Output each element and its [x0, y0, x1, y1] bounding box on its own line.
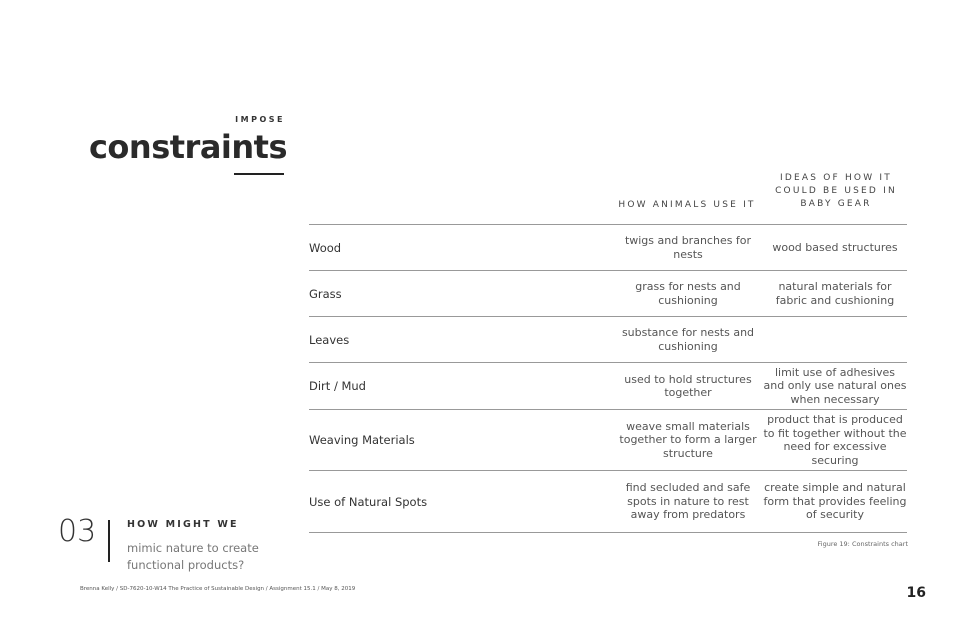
row-baby-gear-idea: create simple and natural form that provides feeling of security: [763, 481, 907, 522]
section-number: 03: [58, 514, 97, 549]
figure-caption: Figure 19: Constraints chart: [817, 540, 908, 548]
title-underline: [234, 173, 284, 175]
table-row: [309, 317, 907, 363]
column-header-animals: HOW ANIMALS USE IT: [618, 200, 756, 210]
how-might-we-text: mimic nature to create functional products?: [127, 541, 259, 572]
row-material: Use of Natural Spots: [309, 494, 428, 509]
row-animal-use: used to hold structures together: [624, 372, 752, 399]
row-animal-use: weave small materials together to form a larger structure: [619, 419, 757, 460]
section-divider: [108, 520, 110, 562]
table-row: [309, 471, 907, 533]
row-animal-use: find secluded and safe spots in nature to rest away from predators: [625, 481, 751, 522]
row-baby-gear-idea: natural materials for fabric and cushioning: [775, 280, 895, 307]
row-animal-use: substance for nests and cushioning: [621, 326, 755, 353]
how-might-we-label: HOW MIGHT WE: [127, 519, 239, 530]
column-header-baby-gear: IDEAS OF HOW IT COULD BE USED IN BABY GEAR: [775, 173, 897, 209]
row-animal-use: twigs and branches for nests: [624, 234, 752, 261]
row-animal-use: grass for nests and cushioning: [635, 280, 741, 307]
row-material: Weaving Materials: [309, 433, 415, 447]
table-row: [309, 225, 907, 271]
row-material: Dirt / Mud: [309, 379, 366, 393]
row-baby-gear-idea: limit use of adhesives and only use natural ones when necessary: [763, 365, 907, 406]
table-row: [309, 410, 907, 471]
table-row: [309, 271, 907, 317]
row-material: Wood: [309, 240, 342, 255]
row-baby-gear-idea: wood based structures: [772, 240, 898, 254]
section-kicker: IMPOSE: [235, 115, 285, 124]
page-title: constraints: [88, 128, 287, 166]
row-material: Leaves: [309, 332, 350, 347]
page-number: 16: [906, 585, 926, 601]
table-row: [309, 363, 907, 410]
row-material: Grass: [309, 286, 342, 301]
row-baby-gear-idea: product that is produced to fit together without the need for excessive securing: [763, 413, 907, 467]
constraints-table: [309, 224, 907, 533]
footer-credit: Brenna Kelly / SD-7620-10-W14 The Practice of Sustainable Design / Assignment 15.1 / May 8, 2019: [80, 586, 356, 592]
